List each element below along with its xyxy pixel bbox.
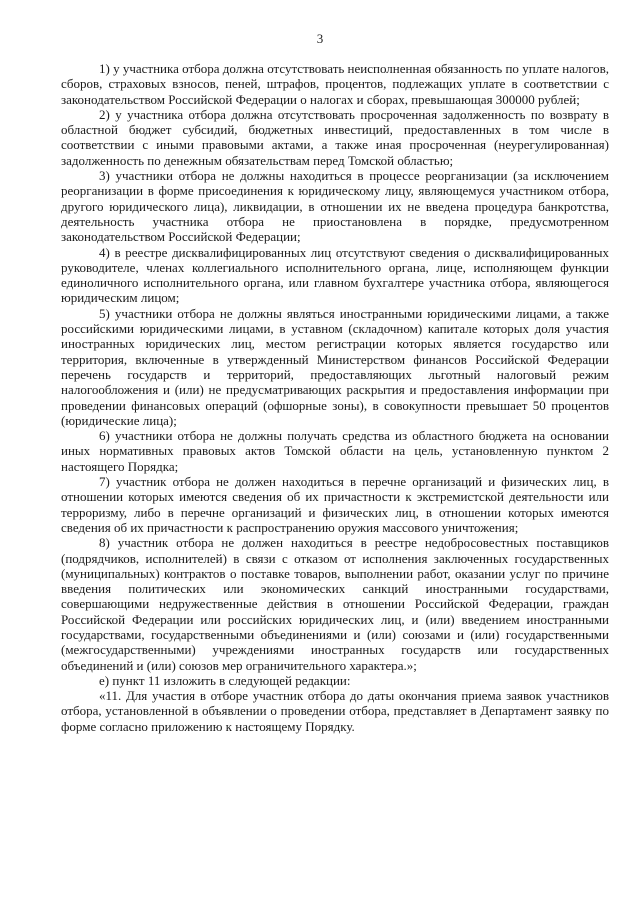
paragraph-item-3: 3) участники отбора не должны находиться в процессе реорганизации (за исключением реорганизации в форме присоединения к юридическому лицу, являющемуся участником отбора, другого юридического лица), ликвидации, в отношении их не введена процедура банкротства, деятельность участника отбора не приостановлена в порядке, предусмотренном законодательством Российской Федерации; bbox=[61, 168, 609, 245]
paragraph-item-5: 5) участники отбора не должны являться иностранными юридическими лицами, а также российскими юридическими лицами, в уставном (складочном) капитале которых доля участия иностранных юридических лиц, местом регистрации которых является государство или территория, включенные в утвержденный Министерством финансов Российской Федерации перечень государств и территорий, предоставляющих льготный налоговый режим налогообложения и (или) не предусматривающих раскрытия и предоставления информации при проведении финансовых операций (офшорные зоны), в совокупности превышает 50 процентов (юридические лица); bbox=[61, 305, 609, 428]
paragraph-item-2: 2) у участника отбора должна отсутствовать просроченная задолженность по возврату в областной бюджет субсидий, бюджетных инвестиций, предоставленных в том числе в соответствии с иными правовыми актами, а также иная просроченная (неурегулированная) задолженность по денежным обязательствам перед Томской областью; bbox=[61, 106, 609, 168]
document-body bbox=[61, 61, 609, 734]
paragraph-item-1: 1) у участника отбора должна отсутствовать неисполненная обязанность по уплате налогов, сборов, страховых взносов, пеней, штрафов, процентов, подлежащих уплате в соответствии с законодательством Российской Федерации о налогах и сборах, превышающая 300000 рублей; bbox=[61, 61, 609, 107]
paragraph-item-6: 6) участники отбора не должны получать средства из областного бюджета на основании иных нормативных правовых актов Томской области на цель, установленную пунктом 2 настоящего Порядка; bbox=[61, 428, 609, 474]
paragraph-amendment-e: е) пункт 11 изложить в следующей редакции: bbox=[99, 672, 351, 688]
paragraph-item-7: 7) участник отбора не должен находиться в перечне организаций и физических лиц, в отношении которых имеются сведения об их причастности к экстремистской деятельности или терроризму, либо в перечне организаций и физических лиц, в отношении которых имеются сведения об их причастности к распространению оружия массового уничтожения; bbox=[61, 474, 609, 535]
paragraph-item-4: 4) в реестре дисквалифицированных лиц отсутствуют сведения о дисквалифицированных руководителе, членах коллегиального исполнительного органа, лице, исполняющем функции единоличного исполнительного органа, или главном бухгалтере участника отбора, являющегося юридическим лицом; bbox=[61, 244, 609, 306]
page-number: 3 bbox=[316, 31, 324, 46]
paragraph-item-8: 8) участник отбора не должен находиться в реестре недобросовестных поставщиков (подрядчиков, исполнителей) в связи с отказом от исполнения заключенных государственных (муниципальных) контрактов о поставке товаров, выполнении работ, оказании услуг по причине введения политических или экономических санкций иностранными государствами, совершающими недружественные действия в отношении Российской Федерации, граждан Российской Федерации или российских юридических лиц, и (или) введением иностранными государствами, государственными объединениями и (или) союзами и (или) государственными (межгосударственными) учреждениями иностранных государств или государственных объединений и (или) союзов мер ограничительного характера.»; bbox=[61, 535, 609, 673]
paragraph-clause-11: «11. Для участия в отборе участник отбора до даты окончания приема заявок участников отбора, установленной в объявлении о проведении отбора, представляет в Департамент заявку по форме согласно приложению к настоящему Порядку. bbox=[61, 688, 609, 734]
